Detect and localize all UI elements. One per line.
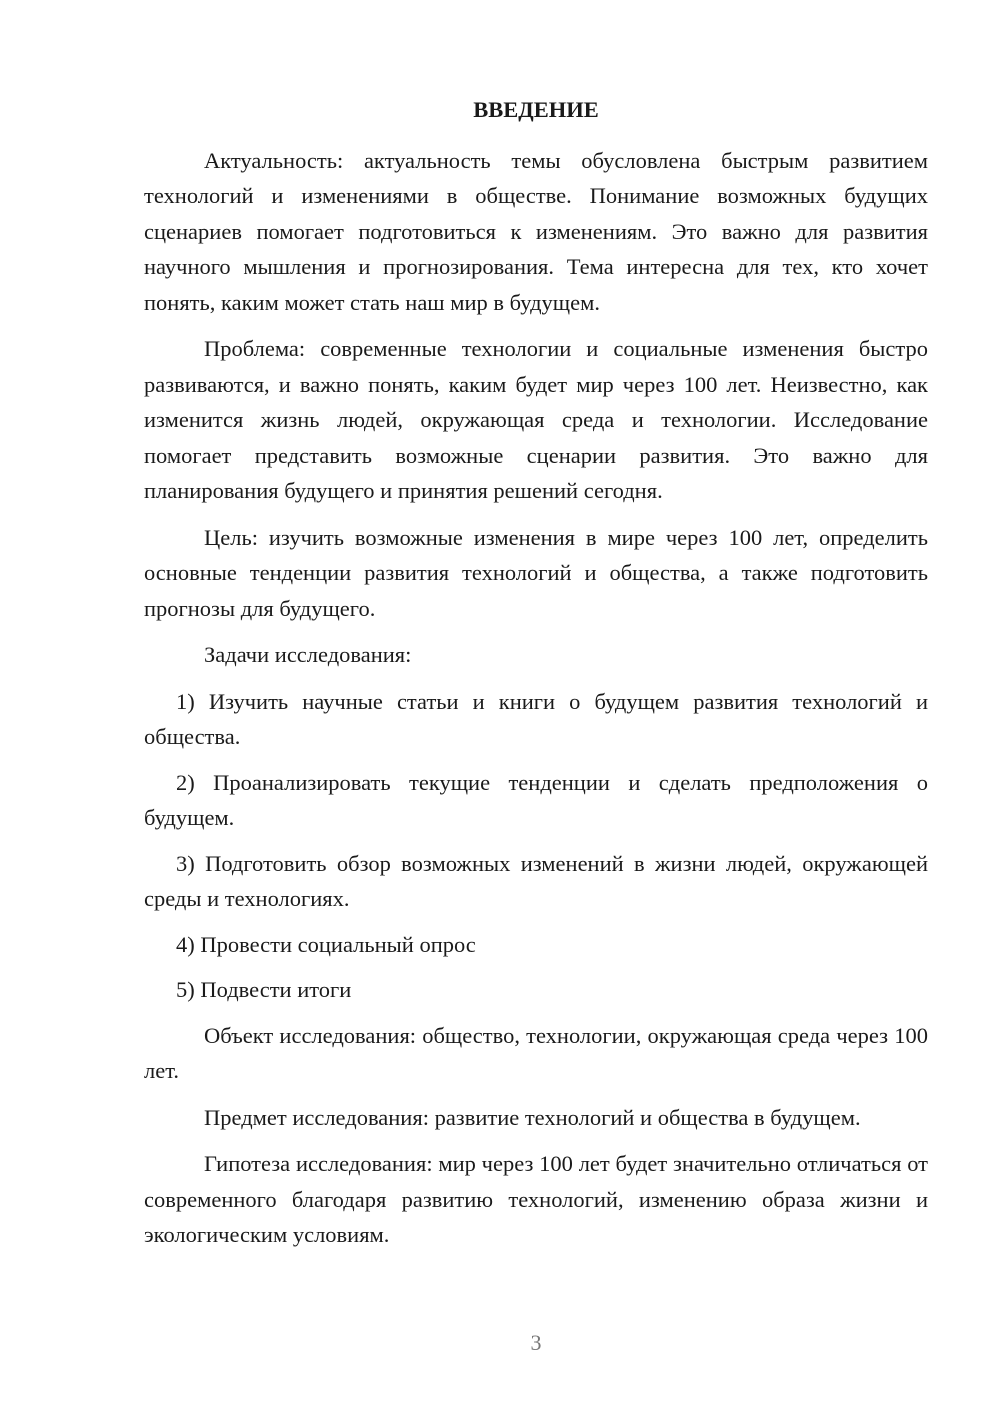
paragraph-goal: Цель: изучить возможные изменения в мире через 100 лет, определить основные тенденции развития технологий и общества, а также подготовить прогнозы для будущего. (144, 524, 928, 621)
document-title: ВВЕДЕНИЕ (473, 97, 599, 122)
tasks-list (144, 684, 928, 1008)
paragraph-subject: Предмет исследования: развитие технологий и общества в будущем. (204, 1104, 861, 1130)
tasks-heading: Задачи исследования: (204, 642, 412, 667)
paragraph-object: Объект исследования: общество, технологии, окружающая среда через 100 лет. (144, 1022, 928, 1083)
paragraph-problem: Проблема: современные технологии и социальные изменения быстро развиваются, и важно понять, каким будет мир через 100 лет. Неизвестно, как изменится жизнь людей, окружающая среда и технологии. Исследование помогает представить возможные сценарии развития. Это важно для планирования будущего и принятия решений сегодня. (144, 336, 928, 503)
list-item: 4) Провести социальный опрос (176, 931, 476, 957)
list-item: 3) Подготовить обзор возможных изменений в жизни людей, окружающей среды и технологиях. (144, 850, 928, 911)
document-page (144, 92, 928, 1264)
list-item: 2) Проанализировать текущие тенденции и сделать предположения о будущем. (144, 769, 928, 830)
list-item: 5) Подвести итоги (176, 977, 352, 1002)
list-item: 1) Изучить научные статьи и книги о будущем развития технологий и общества. (144, 688, 928, 749)
paragraph-hypothesis: Гипотеза исследования: мир через 100 лет будет значительно отличаться от современного благодаря развитию технологий, изменению образа жизни и экологическим условиям. (144, 1151, 928, 1247)
paragraph-relevance: Актуальность: актуальность темы обусловлена быстрым развитием технологий и изменениями в обществе. Понимание возможных будущих сценариев помогает подготовиться к изменениям. Это важно для развития научного мышления и прогнозирования. Тема интересна для тех, кто хочет понять, каким может стать наш мир в будущем. (144, 147, 928, 315)
page-number: 3 (530, 1330, 542, 1355)
